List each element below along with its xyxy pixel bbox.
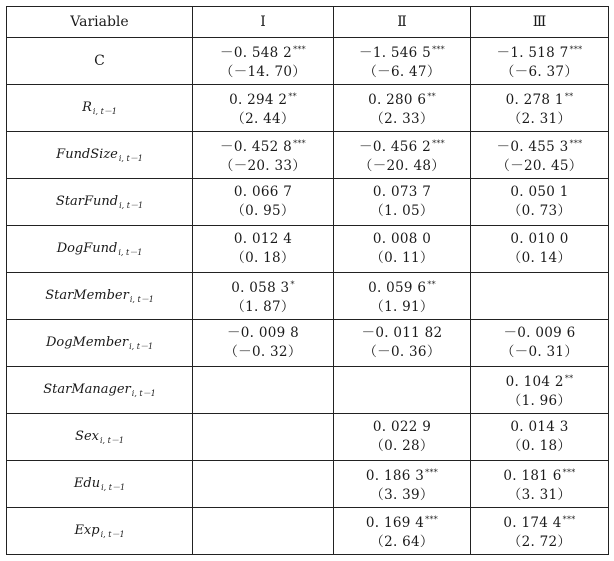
coefficient xyxy=(334,134,470,157)
significance-stars: ** xyxy=(564,92,574,101)
estimate-cell xyxy=(334,367,471,414)
significance-stars: *** xyxy=(432,45,445,54)
coefficient-value: －0. 452 8 xyxy=(220,139,293,155)
t-statistic: （0. 18） xyxy=(507,438,572,454)
coefficient-value: －0. 456 2 xyxy=(359,139,432,155)
coefficient-value: －0. 009 8 xyxy=(226,325,300,341)
coefficient xyxy=(334,463,470,486)
significance-stars: ** xyxy=(564,374,574,383)
estimate-cell xyxy=(193,273,334,320)
t-statistic: （－0. 31） xyxy=(500,344,579,360)
variable-subscript: i, t－1 xyxy=(100,529,125,539)
coefficient-value: 0. 058 3 xyxy=(231,280,290,296)
variable-subscript: i, t－1 xyxy=(99,435,124,445)
coefficient xyxy=(334,87,470,110)
variable-name: C xyxy=(94,53,105,69)
significance-stars: *** xyxy=(425,515,439,524)
variable-subscript: i, t－1 xyxy=(101,482,126,492)
coefficient xyxy=(334,40,470,63)
coefficient-value: 0. 169 4 xyxy=(365,515,425,531)
coefficient xyxy=(334,183,470,202)
coefficient-value: －0. 011 82 xyxy=(361,325,443,341)
estimate-cell xyxy=(471,414,609,461)
significance-stars: *** xyxy=(562,515,576,524)
coefficient-value: 0. 280 6 xyxy=(368,92,427,108)
t-statistic: （－20. 33） xyxy=(219,158,307,174)
estimate-cell xyxy=(193,85,334,132)
estimate-cell xyxy=(334,179,471,226)
estimate-cell xyxy=(471,367,609,414)
coefficient xyxy=(193,275,333,298)
coefficient-value: 0. 012 4 xyxy=(233,231,293,247)
variable-subscript: i, t－1 xyxy=(131,388,156,398)
coefficient xyxy=(334,324,470,343)
variable-name: StarManager xyxy=(43,381,131,397)
estimate-cell xyxy=(471,508,609,555)
coefficient-value: 0. 008 0 xyxy=(372,231,432,247)
variable-cell xyxy=(7,367,193,414)
variable-cell xyxy=(7,38,193,85)
coefficient xyxy=(471,418,608,437)
coefficient-value: 0. 294 2 xyxy=(229,92,288,108)
estimate-cell xyxy=(334,461,471,508)
t-statistic: （2. 64） xyxy=(370,534,434,550)
table-row xyxy=(7,367,609,414)
coefficient xyxy=(193,87,333,110)
variable-cell xyxy=(7,273,193,320)
coefficient xyxy=(471,510,608,533)
coefficient xyxy=(193,230,333,249)
coefficient xyxy=(471,134,608,157)
t-statistic: （1. 96） xyxy=(507,393,572,409)
table-row xyxy=(7,508,609,555)
header-row xyxy=(7,7,609,38)
regression-table xyxy=(6,6,609,555)
coefficient-value: 0. 104 2 xyxy=(505,374,564,390)
variable-name: Sex xyxy=(75,428,99,444)
significance-stars: *** xyxy=(432,139,445,148)
coefficient-value: 0. 278 1 xyxy=(505,92,564,108)
estimate-cell xyxy=(193,508,334,555)
header-variable: Variable xyxy=(7,7,193,38)
table-row xyxy=(7,273,609,320)
t-statistic: （－0. 36） xyxy=(363,344,441,360)
variable-cell xyxy=(7,226,193,273)
variable-subscript: i, t－1 xyxy=(129,294,154,304)
t-statistic: （－14. 70） xyxy=(219,64,307,80)
coefficient xyxy=(471,463,608,486)
coefficient-value: －0. 455 3 xyxy=(496,139,569,155)
header-model-1: Ⅰ xyxy=(193,7,334,38)
variable-name: DogFund xyxy=(56,240,118,256)
variable-cell xyxy=(7,320,193,367)
estimate-cell xyxy=(193,226,334,273)
variable-subscript: i, t－1 xyxy=(129,341,154,351)
variable-cell xyxy=(7,179,193,226)
estimate-cell xyxy=(193,132,334,179)
table-row xyxy=(7,179,609,226)
t-statistic: （2. 33） xyxy=(370,111,434,127)
coefficient-value: 0. 050 1 xyxy=(510,184,569,200)
coefficient-value: 0. 066 7 xyxy=(233,184,293,200)
variable-subscript: i, t－1 xyxy=(118,153,143,163)
t-statistic: （3. 39） xyxy=(370,487,434,503)
coefficient-value: 0. 014 3 xyxy=(510,419,569,435)
estimate-cell xyxy=(334,226,471,273)
estimate-cell xyxy=(471,226,609,273)
variable-subscript: i, t－1 xyxy=(119,200,144,210)
variable-subscript: i, t－1 xyxy=(92,106,117,116)
t-statistic: （0. 11） xyxy=(370,250,434,266)
estimate-cell xyxy=(193,414,334,461)
t-statistic: （0. 95） xyxy=(231,203,295,219)
variable-cell xyxy=(7,508,193,555)
t-statistic: （1. 91） xyxy=(370,299,434,315)
significance-stars: *** xyxy=(293,45,306,54)
significance-stars: *** xyxy=(562,468,576,477)
significance-stars: *** xyxy=(293,139,306,148)
coefficient-value: －1. 518 7 xyxy=(496,45,569,61)
t-statistic: （0. 73） xyxy=(507,203,572,219)
estimate-cell xyxy=(334,85,471,132)
t-statistic: （－6. 47） xyxy=(363,64,441,80)
estimate-cell xyxy=(193,179,334,226)
coefficient xyxy=(193,324,333,343)
coefficient xyxy=(334,275,470,298)
estimate-cell xyxy=(471,179,609,226)
coefficient-value: 0. 174 4 xyxy=(503,515,562,531)
variable-name: StarMember xyxy=(45,287,129,303)
significance-stars: ** xyxy=(288,92,297,101)
variable-cell xyxy=(7,85,193,132)
t-statistic: （－20. 48） xyxy=(358,158,446,174)
variable-name: R xyxy=(82,99,92,115)
variable-subscript: i, t－1 xyxy=(118,247,143,257)
significance-stars: *** xyxy=(425,468,439,477)
variable-cell xyxy=(7,461,193,508)
table-row xyxy=(7,414,609,461)
estimate-cell xyxy=(193,320,334,367)
estimate-cell xyxy=(193,38,334,85)
variable-name: DogMember xyxy=(45,334,129,350)
significance-stars: * xyxy=(290,280,295,289)
estimate-cell xyxy=(471,320,609,367)
estimate-cell xyxy=(334,508,471,555)
coefficient xyxy=(471,183,608,202)
coefficient-value: 0. 181 6 xyxy=(503,468,562,484)
variable-cell xyxy=(7,414,193,461)
coefficient-value: 0. 073 7 xyxy=(372,184,432,200)
estimate-cell xyxy=(334,132,471,179)
coefficient xyxy=(334,230,470,249)
coefficient xyxy=(193,183,333,202)
coefficient-value: 0. 010 0 xyxy=(510,231,569,247)
coefficient xyxy=(193,134,333,157)
estimate-cell xyxy=(334,38,471,85)
estimate-cell xyxy=(334,320,471,367)
table-row xyxy=(7,461,609,508)
t-statistic: （－0. 32） xyxy=(224,344,302,360)
t-statistic: （－6. 37） xyxy=(500,64,579,80)
variable-name: Edu xyxy=(73,475,101,491)
coefficient xyxy=(471,230,608,249)
coefficient xyxy=(334,510,470,533)
t-statistic: （0. 18） xyxy=(231,250,295,266)
coefficient xyxy=(334,418,470,437)
header-model-2: Ⅱ xyxy=(334,7,471,38)
coefficient xyxy=(471,324,608,343)
estimate-cell xyxy=(193,367,334,414)
estimate-cell xyxy=(193,461,334,508)
coefficient xyxy=(471,87,608,110)
coefficient-value: －1. 546 5 xyxy=(359,45,432,61)
estimate-cell xyxy=(471,273,609,320)
t-statistic: （1. 87） xyxy=(231,299,295,315)
coefficient-value: 0. 022 9 xyxy=(372,419,432,435)
t-statistic: （2. 31） xyxy=(507,111,572,127)
coefficient xyxy=(193,40,333,63)
estimate-cell xyxy=(471,85,609,132)
header-model-3: Ⅲ xyxy=(471,7,609,38)
table-row xyxy=(7,38,609,85)
significance-stars: *** xyxy=(569,139,583,148)
coefficient-value: －0. 009 6 xyxy=(503,325,576,341)
variable-name: StarFund xyxy=(55,193,119,209)
estimate-cell xyxy=(334,414,471,461)
table-row xyxy=(7,226,609,273)
t-statistic: （1. 05） xyxy=(370,203,434,219)
t-statistic: （2. 72） xyxy=(507,534,572,550)
estimate-cell xyxy=(471,38,609,85)
t-statistic: （0. 14） xyxy=(507,250,572,266)
variable-cell xyxy=(7,132,193,179)
significance-stars: ** xyxy=(427,92,436,101)
coefficient xyxy=(471,40,608,63)
t-statistic: （3. 31） xyxy=(507,487,572,503)
coefficient xyxy=(471,369,608,392)
t-statistic: （2. 44） xyxy=(231,111,295,127)
table-row xyxy=(7,320,609,367)
coefficient-value: －0. 548 2 xyxy=(220,45,293,61)
variable-name: Exp xyxy=(74,522,100,538)
coefficient-value: 0. 059 6 xyxy=(368,280,427,296)
table-row xyxy=(7,132,609,179)
significance-stars: ** xyxy=(427,280,436,289)
table-row xyxy=(7,85,609,132)
variable-name: FundSize xyxy=(56,146,118,162)
estimate-cell xyxy=(471,461,609,508)
t-statistic: （0. 28） xyxy=(370,438,434,454)
coefficient-value: 0. 186 3 xyxy=(365,468,425,484)
t-statistic: （－20. 45） xyxy=(496,158,583,174)
significance-stars: *** xyxy=(569,45,583,54)
estimate-cell xyxy=(334,273,471,320)
estimate-cell xyxy=(471,132,609,179)
